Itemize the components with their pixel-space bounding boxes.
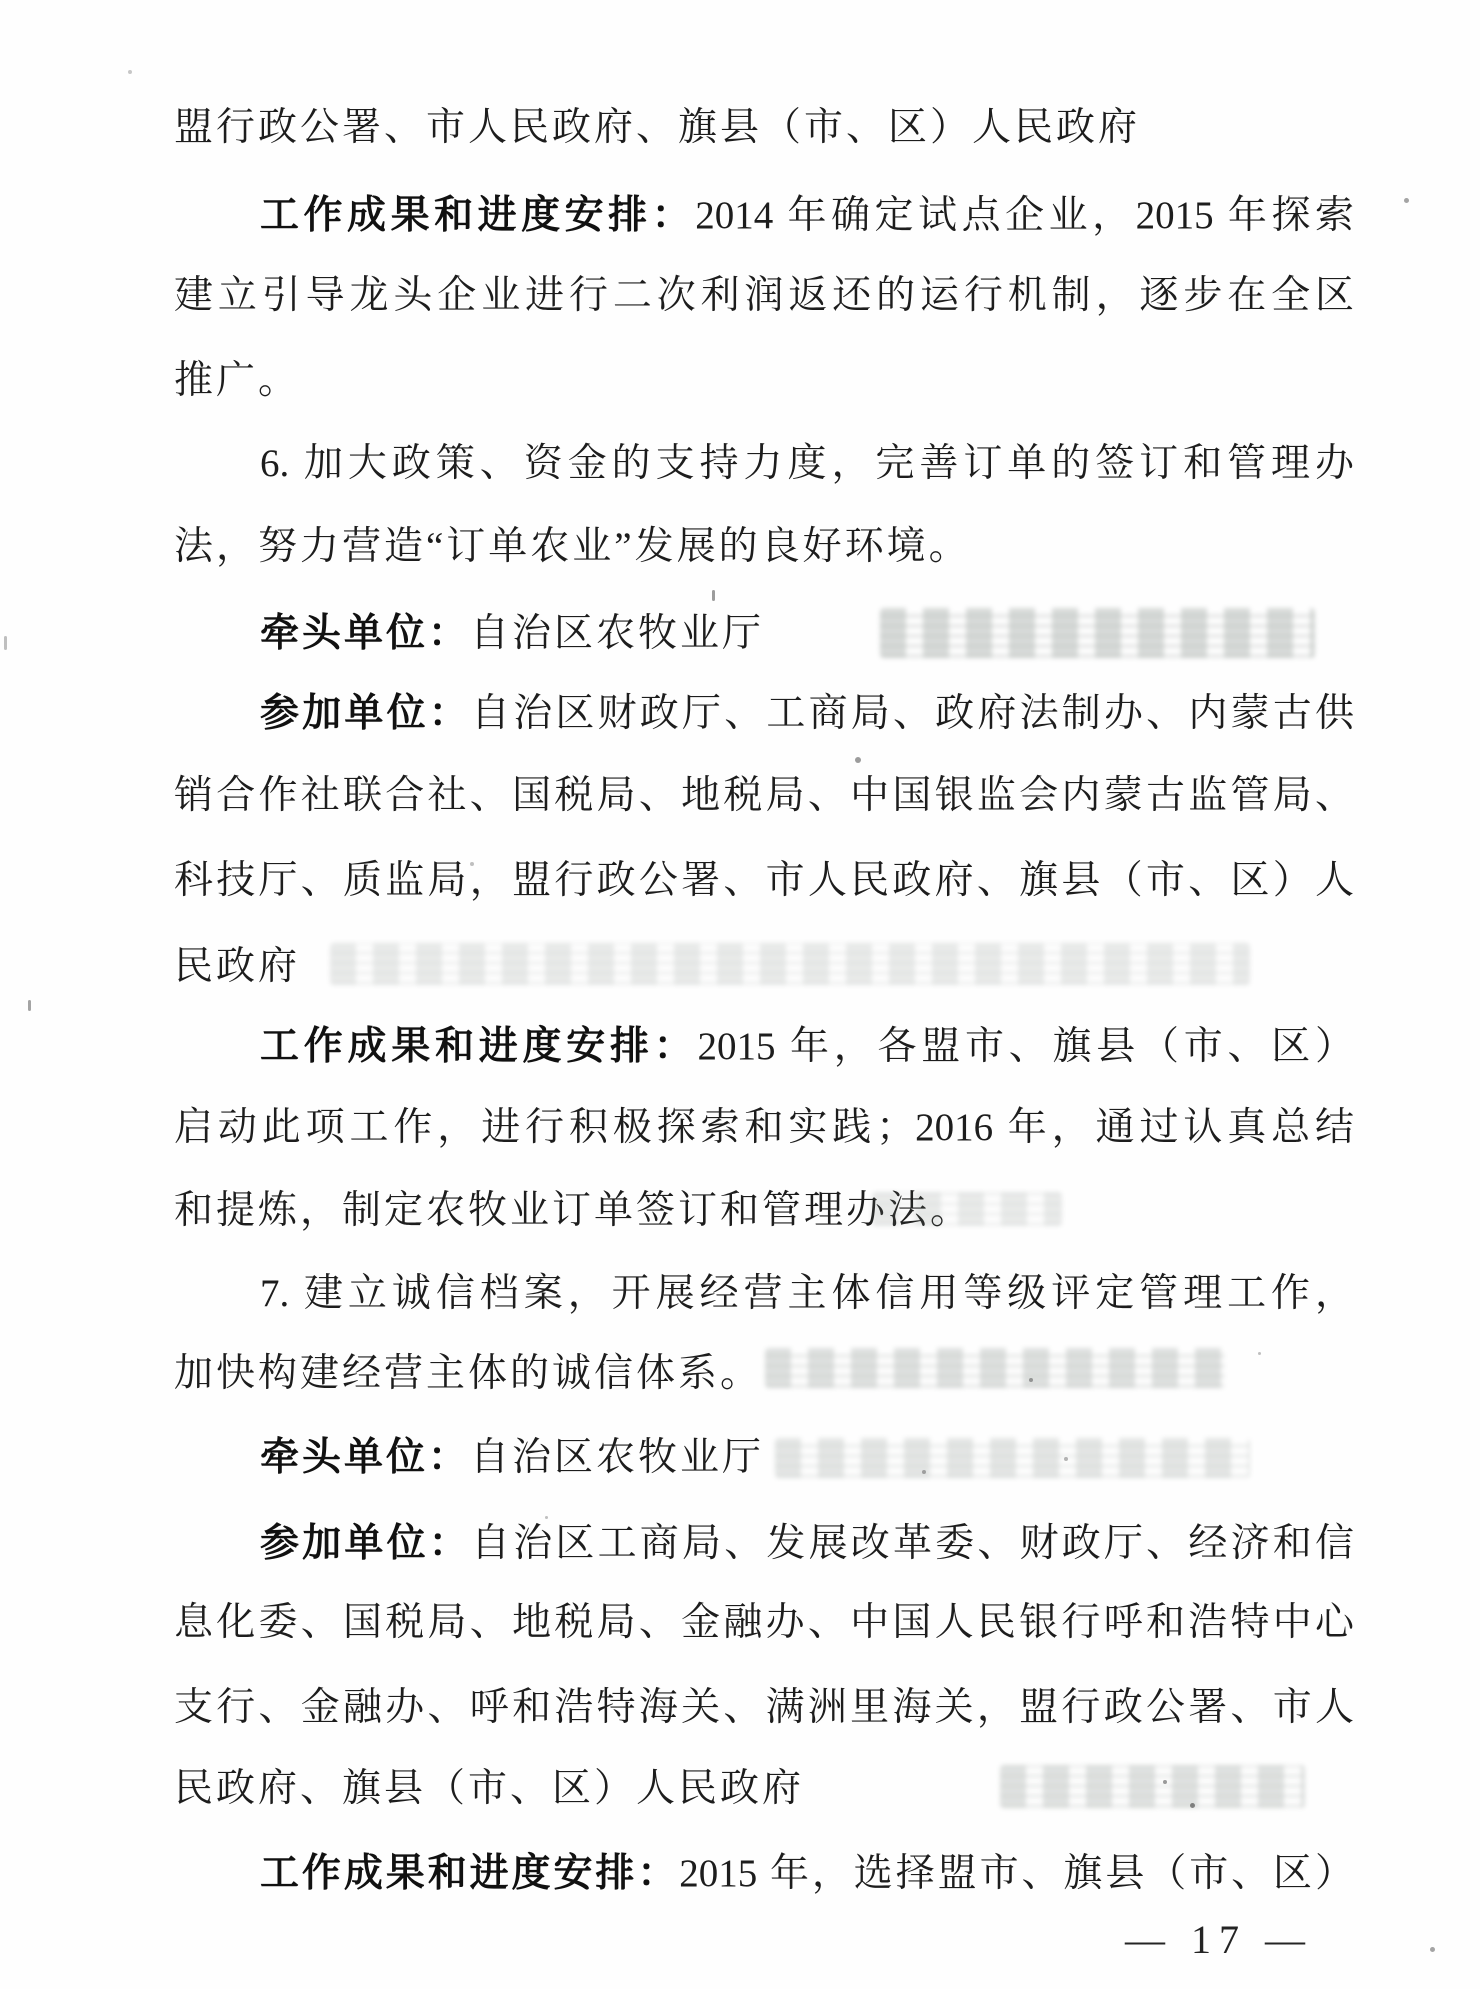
text-line	[174, 433, 1354, 495]
bleed-through-mark	[1000, 1765, 1305, 1808]
bleed-through-mark	[330, 943, 1250, 985]
line-text: 销合作社联合社、国税局、地税局、中国银监会内蒙古监管局、	[174, 774, 1354, 817]
text-line	[174, 97, 1354, 159]
scan-speck	[855, 757, 861, 763]
scan-speck	[545, 1516, 548, 1519]
text-line	[174, 1677, 1354, 1739]
text-line	[174, 516, 1354, 578]
scan-speck	[1190, 1803, 1195, 1808]
page-number: — 17 —	[1125, 1917, 1313, 1962]
text-line	[174, 765, 1354, 827]
line-text: 民政府	[174, 945, 301, 988]
line-text: 法，努力营造“订单农业”发展的良好环境。	[174, 525, 971, 568]
scan-speck	[1064, 1457, 1068, 1461]
line-text: 7. 建立诚信档案，开展经营主体信用等级评定管理工作，	[260, 1272, 1354, 1315]
line-text: 自治区财政厅、工商局、政府法制办、内蒙古供	[471, 692, 1354, 735]
line-text: 和提炼，制定农牧业订单签订和管理办法。	[174, 1189, 973, 1232]
line-text: 2015 年，各盟市、旗县（市、区）	[697, 1025, 1354, 1068]
scan-speck	[1029, 1378, 1033, 1382]
line-label: 牵头单位：	[260, 1436, 471, 1479]
line-text: 息化委、国税局、地税局、金融办、中国人民银行呼和浩特中心	[174, 1601, 1354, 1644]
line-text: 盟行政公署、市人民政府、旗县（市、区）人民政府	[174, 106, 1141, 149]
scan-speck	[1430, 1947, 1435, 1952]
line-text: 2015 年，选择盟市、旗县（市、区）	[679, 1852, 1354, 1895]
bleed-through-mark	[775, 1438, 1250, 1478]
line-text: 启动此项工作，进行积极探索和实践；2016 年，通过认真总结	[174, 1106, 1354, 1149]
text-line	[174, 350, 1354, 412]
bleed-through-mark	[880, 608, 1315, 658]
scan-speck	[470, 862, 474, 866]
scan-speck	[28, 1000, 31, 1011]
text-line	[174, 1592, 1354, 1654]
scan-speck	[128, 70, 132, 74]
text-line	[174, 265, 1354, 327]
line-label: 工作成果和进度安排：	[260, 194, 696, 237]
bleed-through-mark	[872, 1192, 1062, 1226]
text-line	[174, 850, 1354, 912]
scan-speck	[4, 636, 7, 650]
line-text: 科技厅、质监局，盟行政公署、市人民政府、旗县（市、区）人	[174, 859, 1354, 902]
line-label: 牵头单位：	[260, 612, 471, 655]
line-text: 加快构建经营主体的诚信体系。	[174, 1352, 763, 1395]
text-line	[174, 185, 1354, 247]
line-text: 自治区农牧业厅	[470, 1436, 765, 1479]
line-text: 支行、金融办、呼和浩特海关、满洲里海关，盟行政公署、市人	[174, 1686, 1354, 1729]
scan-speck	[1404, 198, 1409, 203]
line-label: 参加单位：	[260, 1522, 471, 1565]
line-text: 自治区工商局、发展改革委、财政厅、经济和信	[471, 1522, 1354, 1565]
text-line	[174, 1843, 1354, 1905]
line-label: 参加单位：	[260, 692, 471, 735]
line-text: 推广。	[174, 359, 301, 402]
text-line	[174, 1513, 1354, 1575]
text-line	[174, 1180, 1354, 1242]
line-label: 工作成果和进度安排：	[260, 1025, 698, 1068]
text-line	[174, 1097, 1354, 1159]
line-text: 建立引导龙头企业进行二次利润返还的运行机制，逐步在全区	[174, 274, 1354, 317]
line-label: 工作成果和进度安排：	[260, 1852, 680, 1895]
line-text: 2014 年确定试点企业，2015 年探索	[695, 194, 1354, 237]
scan-speck	[1258, 1352, 1261, 1355]
line-text: 6. 加大政策、资金的支持力度，完善订单的签订和管理办	[260, 442, 1354, 485]
scan-speck	[922, 1470, 926, 1474]
text-line	[174, 683, 1354, 745]
scan-speck	[712, 590, 715, 601]
line-text: 自治区农牧业厅	[470, 612, 765, 655]
scan-speck	[1163, 1780, 1167, 1784]
bleed-through-mark	[765, 1348, 1225, 1388]
line-text: 民政府、旗县（市、区）人民政府	[174, 1767, 805, 1810]
text-line	[174, 1263, 1354, 1325]
text-line	[174, 1016, 1354, 1078]
